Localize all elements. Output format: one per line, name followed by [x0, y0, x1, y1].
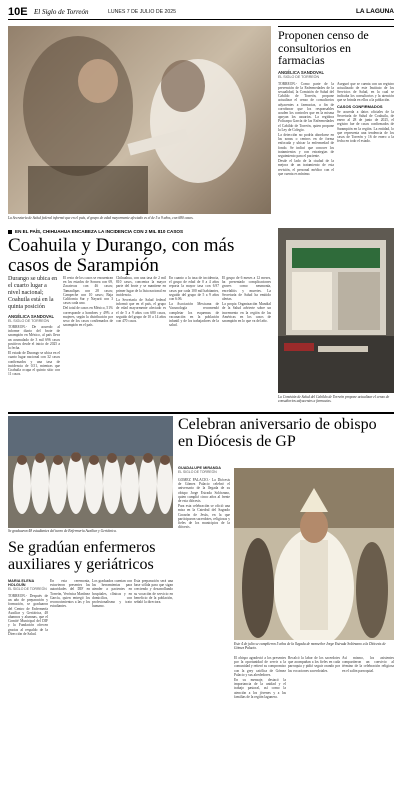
vaccination-photo-caption: La Secretaría de Salud federal informó que en el país, el grupo de edad mayormente afectado es el de 5 a 9 años, con 680 casos.: [8, 216, 194, 220]
obispo-col-4: Así mismo, los asistentes compartieron un convivio al término de la celebración religiosa en el salón parroquial.: [342, 656, 394, 673]
sarampion-headline: Coahuila y Durango, con más casos de Sarampión: [8, 235, 235, 276]
vaccination-scene: [8, 26, 271, 214]
graduates-scene: [8, 416, 173, 528]
enfermeros-col-1: TORREÓN.- Después de un año de preparación y formación, se graduaron del Centro de Enfermería Auxiliar y Geriátrica, 48 alumnos y alumnas, que el Comité Municipal del DIF y la Fundación ofrecen gracias al respaldo de la Dirección de Salud.: [8, 594, 48, 636]
enfermeros-headline: Se gradúan enfermeros auxiliares y geriátricos: [8, 539, 156, 573]
farmacia-photo-caption: La Comisión de Salud del Cabildo de Torreón propone actualizar el censo de consultorios adyacentes a farmacias.: [278, 395, 390, 403]
kicker-bullet-icon: [8, 230, 12, 234]
obispo-byline: [178, 466, 230, 474]
farmacias-author: ANGÉLICA SANDOVAL: [278, 69, 325, 75]
sarampion-kicker: [8, 229, 271, 234]
sarampion-deck: Durango se ubica en el cuarto lugar a nivel nacional; Coahuila está en la quinta posición: [8, 276, 58, 310]
masthead: [8, 6, 394, 20]
sarampion-col-1: TORREÓN.- De acuerdo al informe diario del brote de sarampión en México, al país lleva un acumulado de 3 mil 696 casos positivos desde el inicio de 2025 a la fecha. El estado de Durango se ubica en el cuarto lugar nacional con 32 casos confirmados y una tasa de incidencia de 0.51, mientras que Coahuila ocupa el quinto sitio con 11 casos.: [8, 325, 60, 377]
obispo-org: EL SIGLO DE TORREÓN: [178, 470, 217, 474]
page-number: 10E: [8, 6, 28, 18]
obispo-col-2: El obispo agradeció a los presentes por la oportunidad de servir a la comunidad y reiteró su compromiso con la grey católica de Gómez Palacio y sus alrededores. En su mensaje, destacó la importancia de la unidad y el trabajo pastoral, así como la atención a los jóvenes y a las familias de la región lagunera.: [234, 656, 286, 699]
sarampion-col-3: Chihuahua, con una tasa de 2 mil 810 casos, concentra la mayor parte del brote y se mantiene en primer lugar de la lista nacional en incidencia. La Secretaría de Salud federal informó que en el país, el grupo de edad mayormente afectado es el de 5 a 9 años con 680 casos, seguido del grupo de 10 a 14 años con 470 casos.: [116, 276, 166, 324]
enfermeros-col-3: Los graduados cuentan con las herramientas para atender a pacientes en hospitales, clínicas y en domicilios, con profesionalismo y trato humano.: [92, 579, 132, 609]
obispo-col-3: Recalcó la labor de los sacerdotes que acompañan a los fieles en cada parroquia y pidió seguir orando por las vocaciones sacerdotales.: [288, 656, 340, 673]
enfermeros-byline: [8, 579, 48, 591]
farmacias-col-1: TORREÓN.- Como parte de la prevención de la Enfermedades de la sexualidad, la Comisión de Salud del Cabildo de Torreón, propone actualizar el censo de consultorios adyacentes a farmacias, a fin de corroborar que los responsables acuden los controles que en la misma apoyan los usuarios. La regidora Policarpa García de las Enfermedades el Cabildo de Torreón, quien propone la Ley de Colegio. La detección no podría abordarse en las zonas o centros en de forma enfocada y ubicar la enfermedad de fondo. Se indicó que conocer los tratamientos y con estrategias de seguimiento para el paciente. Desde el lado de la ciudad de la mejora de un tratamiento de esta revisión, el personal médico con el que cuenta es mínimo.: [278, 81, 334, 176]
farmacias-col-2: Aseguró que se cuenta con un registro actualizado de este Instituto de los Servicios de Salud, en la cual se indicaba los consultorios y la atención que se brinda en ellos a la población. CASOS CONFIRMADOS Se acuerda a datos oficiales de la Secretaría de Salud de Coahuila, de enero al 28 de junio de 2025, el registro fue de casos confirmados de Sarampión en la región. La entidad, lo que representa una tendencia de los casos de Torreón y 16 de enero a la fecha en todo el estado.: [337, 81, 394, 144]
page-date: LUNES 7 DE JULIO DE 2025: [108, 9, 177, 15]
vaccination-photo: [8, 26, 271, 214]
sarampion-author: ANGÉLICA SANDOVAL: [8, 314, 55, 319]
sarampion-col-4: En cuanto a la tasa de incidencia, el grupo de edad de 0 a 4 años reporta la mayor tasa con 6.97 casos por cada 100 mil habitantes, seguido del grupo de 5 a 9 años con 6.06. La Asociación Mexicana de Vacunología recomendó completar los esquemas de vacunación en la población infantil y de los trabajadores de la salud.: [169, 276, 219, 328]
farmacia-photo: [278, 228, 394, 393]
enfermeros-author: MARIA ELENA HOLGUÍN: [8, 579, 35, 587]
sarampion-org: EL SIGLO DE TORREÓN: [8, 319, 50, 323]
enfermeros-org: EL SIGLO DE TORREÓN: [8, 587, 47, 591]
graduates-photo-caption: Se graduaron 48 estudiantes del turno de Enfermería Auxiliar y Geriátrica.: [8, 529, 117, 533]
bishop-photo-caption: Este 4 de julio se cumplieron 5 años de la llegada de monseñor Jorge Estrada Solórzano a la Diócesis de Gómez Palacio.: [234, 642, 386, 650]
farmacias-headline: Proponen censo de consultorios en farmacias: [278, 28, 369, 67]
farmacias-subhead: CASOS CONFIRMADOS: [337, 103, 383, 109]
sarampion-deck-column: [8, 276, 60, 408]
section-divider: [8, 412, 394, 414]
farmacias-byline: [278, 70, 394, 79]
sarampion-col-5: El grupo de 6 meses a 12 meses, ha presentado complicaciones graves como neumonía, encefalitis y muertes. La Secretaría de Salud ha emitido alertas. La propia Organización Mundial de la Salud advierte sobre un incremento en la región de las Américas en los casos de sarampión en lo que va del año.: [222, 276, 271, 324]
graduates-photo: [8, 416, 173, 528]
enfermeros-col-4: Esta preparación será una base sólida para que sigan creciendo y desarrollando su vocación de servicio en beneficio de la población, señaló la directora.: [134, 579, 173, 605]
farmacias-org: EL SIGLO DE TORREÓN: [278, 74, 320, 79]
bishop-scene: [234, 468, 394, 640]
bishop-photo: [234, 468, 394, 640]
enfermeros-col-2: En esta ceremonia, estuvieron presentes las autoridades del DIF en Torreón, Verónica Martínez García, quien entregó los reconocimientos a las y los estudiantes.: [50, 579, 90, 609]
kicker-text: EN EL PAÍS, CHIHUAHUA ENCABEZA LA INCIDENCIA CON 2 MIL 810 CASOS: [15, 229, 184, 234]
story-farmacias: [278, 26, 394, 224]
section-label: LA LAGUNA: [355, 8, 394, 15]
obispo-headline: Celebran aniversario de obispo en Diócesis de GP: [178, 416, 377, 450]
obispo-col-1: GÓMEZ PALACIO.- La Diócesis de Gómez Palacio celebró el aniversario de la llegada de su obispo Jorge Estrada Solórzano, quien cumplió cinco años al frente de esta diócesis. Para esta celebración se ofició una misa en la Catedral del Sagrado Corazón de Jesús, en la que participaron sacerdotes, religiosas y fieles de los municipios de la diócesis.: [178, 478, 230, 530]
story-obispo: [178, 416, 394, 466]
sarampion-col-2: El resto de los casos se encuentran en los estados de Sonora con 69, Zacatecas con 46 casos; Tamaulipas con 28 casos; Campeche con 10 casos; Baja California Sur y Nayarit con 3 casos cada uno. Del total de casos en México, 51% corresponde a hombres y 49% a mujeres, según la distribución por sexo de los casos confirmados de sarampión en el país.: [63, 276, 113, 328]
paper-name: El Siglo de Torreón: [34, 8, 89, 16]
farmacia-scene: [278, 228, 394, 393]
obispo-author: GUADALUPE MIRANDA: [178, 466, 222, 470]
